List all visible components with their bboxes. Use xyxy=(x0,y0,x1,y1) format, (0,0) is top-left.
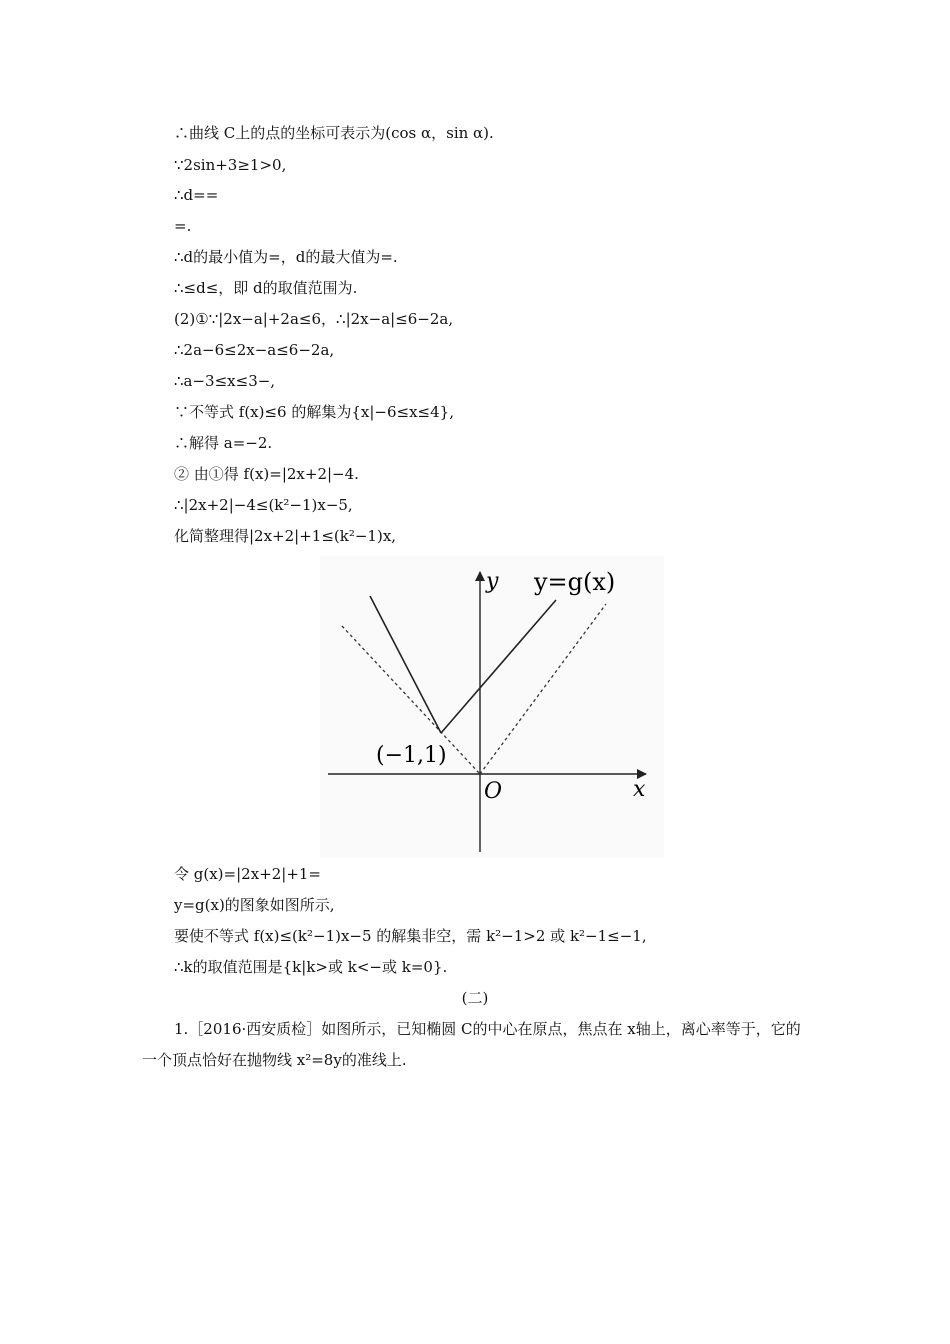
y-axis-label: y xyxy=(486,569,499,594)
text-line: ∵2sin+3≥1>0, xyxy=(174,156,287,174)
origin-label: O xyxy=(484,779,503,804)
text-line: ∴2a−6≤2x−a≤6−2a, xyxy=(174,341,335,359)
vertex-label: (−1,1) xyxy=(376,743,447,768)
section-heading: (二) xyxy=(461,989,489,1007)
text-line: ∴a−3≤x≤3−, xyxy=(174,372,276,390)
text-line: y=g(x)的图象如图所示, xyxy=(174,896,335,914)
text-line: 要使不等式 f(x)≤(k²−1)x−5 的解集非空，需 k²−1>2 或 k²−1≤−1, xyxy=(174,927,647,945)
text-line: ② 由①得 f(x)=|2x+2|−4. xyxy=(174,465,359,483)
text-line: ∴≤d≤，即 d的取值范围为. xyxy=(174,279,358,297)
text-line: 令 g(x)=|2x+2|+1= xyxy=(174,865,322,883)
text-line: 化简整理得|2x+2|+1≤(k²−1)x, xyxy=(174,527,397,545)
text-line: ∴曲线 C上的点的坐标可表示为(cos α，sin α). xyxy=(174,124,494,142)
g-left-branch xyxy=(370,596,441,733)
text-line: =. xyxy=(174,217,192,235)
problem-text: 1.［2016·西安质检］如图所示，已知椭圆 C的中心在原点，焦点在 x轴上，离心率等于，它的一个顶点恰好在抛物线 x²=8y的准线上. xyxy=(142,1020,801,1069)
curve-label: y=g(x) xyxy=(534,568,616,596)
text-line: ∴解得 a=−2. xyxy=(174,434,273,452)
text-line: ∴|2x+2|−4≤(k²−1)x−5, xyxy=(174,496,353,514)
dashed-line-right xyxy=(480,604,606,774)
problem-paragraph xyxy=(142,1014,814,1076)
text-line: ∴d的最小值为=，d的最大值为=. xyxy=(174,248,398,266)
text-line: ∵不等式 f(x)≤6 的解集为{x|−6≤x≤4}, xyxy=(174,403,454,421)
function-graph xyxy=(320,556,664,858)
g-right-branch xyxy=(441,600,556,733)
text-line: ∴k的取值范围是{k|k>或 k<−或 k=0}. xyxy=(174,958,448,976)
text-line: (2)①∵|2x−a|+2a≤6，∴|2x−a|≤6−2a, xyxy=(174,310,454,328)
x-axis-label: x xyxy=(633,777,646,802)
graph-svg xyxy=(320,556,664,858)
text-line: ∴d== xyxy=(174,186,219,204)
